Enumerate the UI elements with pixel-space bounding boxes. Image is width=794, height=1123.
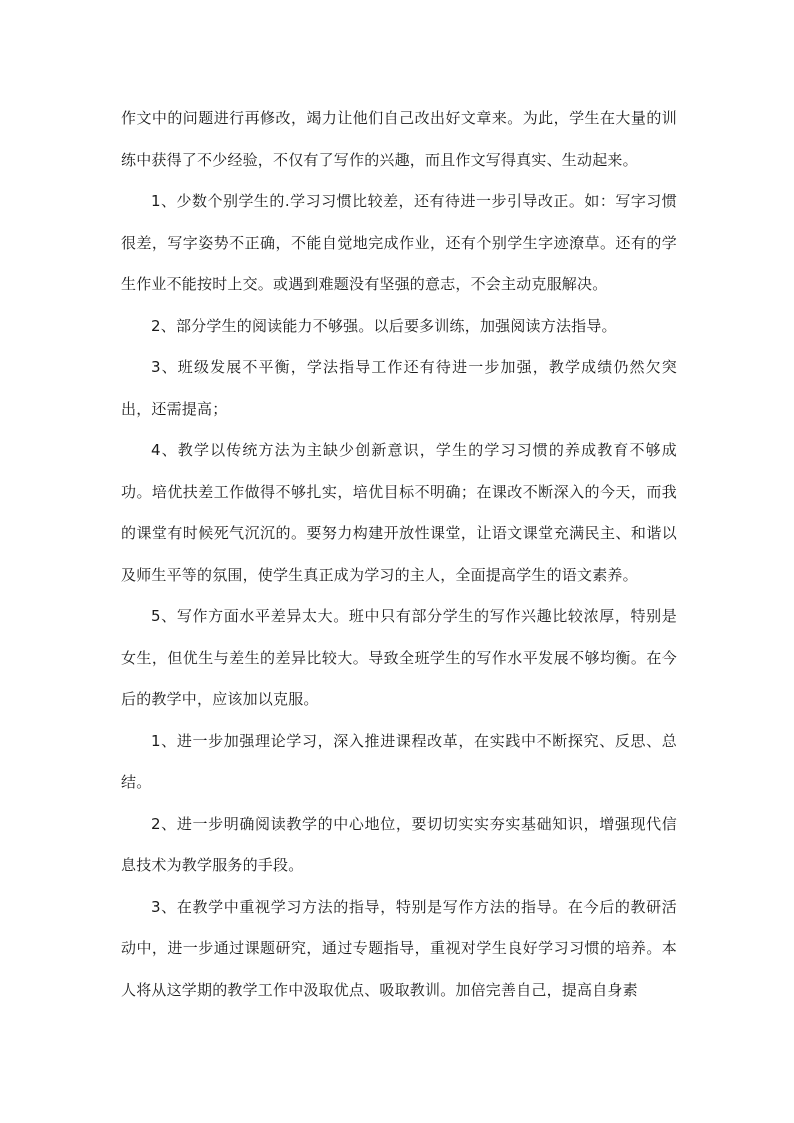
paragraph-3: 2、部分学生的阅读能力不够强。以后要多训练，加强阅读方法指导。 (151, 316, 617, 335)
paragraph-1: 作文中的问题进行再修改，竭力让他们自己改出好文章来。为此，学生在大量的训练中获得了不少经验，不仅有了写作的兴趣，而且作文写得真实、生动起来。 (121, 109, 677, 169)
paragraph-5: 4、教学以传统方法为主缺少创新意识，学生的学习习惯的养成教育不够成功。培优扶差工作做得不够扎实，培优目标不明确；在课改不断深入的今天，而我的课堂有时候死气沉沉的。要努力构建开放性课堂，让语文课堂充满民主、和谐以及师生平等的氛围，使学生真正成为学习的主人，全面提高学生的语文素养。 (121, 441, 677, 584)
document-body (121, 98, 677, 1011)
paragraph-6: 5、写作方面水平差异太大。班中只有部分学生的写作兴趣比较浓厚，特别是女生，但优生与差生的差异比较大。导致全班学生的写作水平发展不够均衡。在今后的教学中，应该加以克服。 (121, 607, 677, 708)
paragraph-8: 2、进一步明确阅读教学的中心地位，要切切实实夯实基础知识，增强现代信息技术为教学服务的手段。 (121, 814, 677, 874)
paragraph-4: 3、班级发展不平衡，学法指导工作还有待进一步加强，教学成绩仍然欠突出，还需提高； (121, 358, 677, 418)
paragraph-9: 3、在教学中重视学习方法的指导，特别是写作方法的指导。在今后的教研活动中，进一步通过课题研究，通过专题指导，重视对学生良好学习习惯的培养。本人将从这学期的教学工作中汲取优点、吸取教训。加倍完善自己，提高自身素 (121, 897, 677, 999)
paragraph-2: 1、少数个别学生的.学习习惯比较差，还有待进一步引导改正。如：写字习惯很差，写字姿势不正确，不能自觉地完成作业，还有个别学生字迹潦草。还有的学生作业不能按时上交。或遇到难题没有坚强的意志，不会主动克服解决。 (121, 192, 677, 293)
paragraph-7: 1、进一步加强理论学习，深入推进课程改革，在实践中不断探究、反思、总结。 (121, 731, 677, 791)
